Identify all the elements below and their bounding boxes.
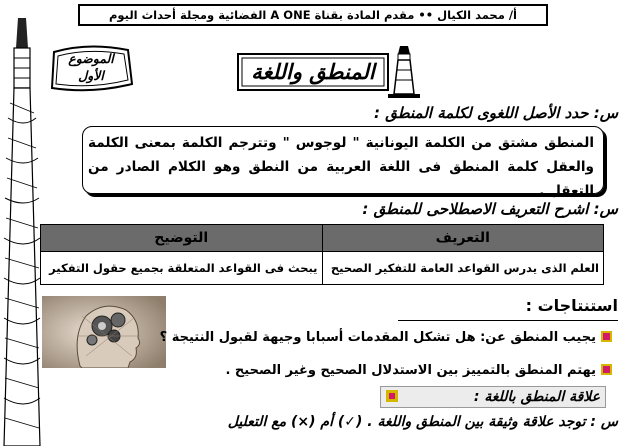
page-title: المنطق واللغة [251,60,375,84]
header-bar [78,4,548,26]
table-header-row [41,225,604,252]
gear-head-image [42,296,166,368]
relation-heading: علاقة المنطق باللغة : [473,389,600,405]
list-item [225,363,612,378]
bullet-icon [601,364,612,375]
table-cell-definition: العلم الذى يدرس القواعد العامة للتفكير الصحيح [322,252,604,285]
table-row [41,252,604,285]
question-1: س: حدد الأصل اللغوى لكلمة المنطق : [374,104,618,122]
table-cell-explanation: يبحث فى القواعد المتعلقة بجميع حقول التفكير [41,252,323,285]
bullet-icon [601,331,612,342]
question-2: س: اشرح التعريف الاصطلاحى للمنطق : [362,200,618,218]
header-text: أ/ محمد الكيال •• مقدم المادة بقناة A ONE الفضائية ومجلة أحداث اليوم [109,8,517,22]
topic-badge [54,50,128,84]
table-header-definition: التعريف [322,225,604,252]
conclusions-heading: استنتاجات : [525,296,618,315]
conclusion-item-2: يهتم المنطق بالتمييز بين الاستدلال الصحيح وغير الصحيح . [225,363,596,378]
lighthouse-icon [386,40,420,98]
topic-badge-line1: الموضوع [68,51,114,66]
list-item [160,330,612,345]
question-3: س : توجد علاقة وثيقة بين المنطق واللغة . (✓) أم (×) مع التعليل [227,414,618,430]
answer-1-text: المنطق مشتق من الكلمة اليونانية " لوجوس " وتترجم الكلمة بمعنى الكلمة والعقل كلمة المنطق فى اللغة العربية من النطق وهو الكلام الصادر من التعقل . [88,135,594,199]
conclusions-underline [398,320,618,321]
bullet-icon [386,390,398,402]
conclusion-item-1: يجيب المنطق عن: هل تشكل المقدمات أسبابا وجيهة لقبول النتيجة ؟ [159,330,596,345]
definition-table [40,224,604,285]
topic-badge-line2: الأول [78,68,104,83]
table-header-explanation: التوضيح [41,225,323,252]
